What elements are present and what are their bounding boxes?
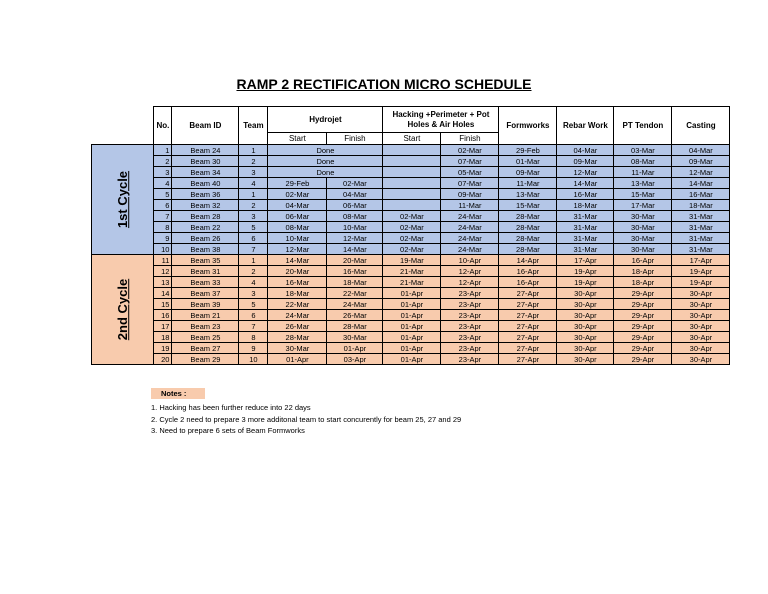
beam-id-cell: Beam 40: [172, 178, 239, 189]
table-row: [92, 343, 730, 354]
team-cell: 2: [239, 200, 268, 211]
schedule-table: [91, 106, 730, 365]
table-row: [92, 189, 730, 200]
beam-id-cell: Beam 34: [172, 167, 239, 178]
pt-tendon-cell: 18-Apr: [614, 277, 672, 288]
pt-tendon-cell: 18-Apr: [614, 266, 672, 277]
casting-cell: 12-Mar: [672, 167, 730, 178]
formworks-cell: 11-Mar: [499, 178, 557, 189]
pt-tendon-cell: 30-Mar: [614, 233, 672, 244]
row-number: 1: [154, 145, 172, 156]
hydrojet-start-cell: 18-Mar: [268, 288, 327, 299]
rebar-work-cell: 30-Apr: [557, 332, 614, 343]
table-row: [92, 145, 730, 156]
hacking-start-cell: 01-Apr: [383, 321, 441, 332]
hydrojet-finish-cell: 02-Mar: [327, 178, 383, 189]
hydrojet-finish-cell: 28-Mar: [327, 321, 383, 332]
pt-tendon-cell: 16-Apr: [614, 255, 672, 266]
formworks-cell: 16-Apr: [499, 266, 557, 277]
team-cell: 4: [239, 277, 268, 288]
beam-id-cell: Beam 22: [172, 222, 239, 233]
beam-id-cell: Beam 31: [172, 266, 239, 277]
team-cell: 7: [239, 321, 268, 332]
hacking-finish-cell: 11-Mar: [441, 200, 499, 211]
formworks-cell: 27-Apr: [499, 343, 557, 354]
rebar-work-cell: 17-Apr: [557, 255, 614, 266]
rebar-work-cell: 31-Mar: [557, 244, 614, 255]
rebar-work-cell: 12-Mar: [557, 167, 614, 178]
row-number: 16: [154, 310, 172, 321]
team-cell: 7: [239, 244, 268, 255]
row-number: 18: [154, 332, 172, 343]
formworks-cell: 28-Mar: [499, 244, 557, 255]
hydrojet-finish-cell: 03-Apr: [327, 354, 383, 365]
hydrojet-start-cell: 22-Mar: [268, 299, 327, 310]
beam-id-cell: Beam 37: [172, 288, 239, 299]
rebar-work-cell: 30-Apr: [557, 343, 614, 354]
beam-id-cell: Beam 27: [172, 343, 239, 354]
header-hacking-finish: Finish: [441, 133, 499, 145]
formworks-cell: 27-Apr: [499, 332, 557, 343]
rebar-work-cell: 31-Mar: [557, 211, 614, 222]
formworks-cell: 27-Apr: [499, 299, 557, 310]
rebar-work-cell: 16-Mar: [557, 189, 614, 200]
rebar-work-cell: 31-Mar: [557, 222, 614, 233]
hacking-finish-cell: 02-Mar: [441, 145, 499, 156]
team-cell: 3: [239, 167, 268, 178]
hydrojet-finish-cell: 20-Mar: [327, 255, 383, 266]
row-number: 12: [154, 266, 172, 277]
team-cell: 5: [239, 299, 268, 310]
row-number: 4: [154, 178, 172, 189]
beam-id-cell: Beam 30: [172, 156, 239, 167]
team-cell: 10: [239, 354, 268, 365]
row-number: 10: [154, 244, 172, 255]
hydrojet-start-cell: 24-Mar: [268, 310, 327, 321]
beam-id-cell: Beam 33: [172, 277, 239, 288]
hydrojet-start-cell: 04-Mar: [268, 200, 327, 211]
row-number: 13: [154, 277, 172, 288]
hacking-start-cell: 01-Apr: [383, 354, 441, 365]
hacking-finish-cell: 24-Mar: [441, 211, 499, 222]
rebar-work-cell: 30-Apr: [557, 310, 614, 321]
casting-cell: 04-Mar: [672, 145, 730, 156]
rebar-work-cell: 31-Mar: [557, 233, 614, 244]
hacking-finish-cell: 23-Apr: [441, 299, 499, 310]
rebar-work-cell: 19-Apr: [557, 266, 614, 277]
team-cell: 2: [239, 266, 268, 277]
header-hacking-start: Start: [383, 133, 441, 145]
table-row: [92, 288, 730, 299]
hacking-finish-cell: 24-Mar: [441, 233, 499, 244]
note-item: 1. Hacking has been further reduce into 22 days: [151, 403, 311, 412]
header-hydrojet: Hydrojet: [268, 107, 383, 133]
pt-tendon-cell: 30-Mar: [614, 211, 672, 222]
page-title: RAMP 2 RECTIFICATION MICRO SCHEDULE: [236, 76, 532, 92]
header-rebar: Rebar Work: [557, 107, 614, 145]
table-row: [92, 178, 730, 189]
pt-tendon-cell: 30-Mar: [614, 222, 672, 233]
team-cell: 3: [239, 211, 268, 222]
table-row: [92, 156, 730, 167]
table-row: [92, 299, 730, 310]
formworks-cell: 13-Mar: [499, 189, 557, 200]
rebar-work-cell: 18-Mar: [557, 200, 614, 211]
hacking-start-cell: 01-Apr: [383, 288, 441, 299]
casting-cell: 30-Apr: [672, 310, 730, 321]
formworks-cell: 29-Feb: [499, 145, 557, 156]
team-cell: 6: [239, 233, 268, 244]
hydrojet-finish-cell: 04-Mar: [327, 189, 383, 200]
pt-tendon-cell: 03-Mar: [614, 145, 672, 156]
row-number: 6: [154, 200, 172, 211]
beam-id-cell: Beam 29: [172, 354, 239, 365]
hydrojet-start-cell: 20-Mar: [268, 266, 327, 277]
header-beam-id: Beam ID: [172, 107, 239, 145]
row-number: 3: [154, 167, 172, 178]
hydrojet-start-cell: 26-Mar: [268, 321, 327, 332]
hydrojet-start-cell: 28-Mar: [268, 332, 327, 343]
hydrojet-finish-cell: 10-Mar: [327, 222, 383, 233]
hacking-finish-cell: 24-Mar: [441, 244, 499, 255]
team-cell: 6: [239, 310, 268, 321]
hydrojet-finish-cell: 18-Mar: [327, 277, 383, 288]
hydrojet-start-cell: 30-Mar: [268, 343, 327, 354]
beam-id-cell: Beam 26: [172, 233, 239, 244]
hacking-start-cell: 01-Apr: [383, 299, 441, 310]
notes-section: [151, 388, 461, 437]
row-number: 11: [154, 255, 172, 266]
hydrojet-finish-cell: 06-Mar: [327, 200, 383, 211]
casting-cell: 30-Apr: [672, 321, 730, 332]
hydrojet-done-cell: Done: [268, 167, 383, 178]
hacking-start-cell: 02-Mar: [383, 211, 441, 222]
hacking-finish-cell: 12-Apr: [441, 266, 499, 277]
hydrojet-finish-cell: 24-Mar: [327, 299, 383, 310]
pt-tendon-cell: 29-Apr: [614, 299, 672, 310]
row-number: 5: [154, 189, 172, 200]
beam-id-cell: Beam 23: [172, 321, 239, 332]
hydrojet-done-cell: Done: [268, 145, 383, 156]
hydrojet-start-cell: 08-Mar: [268, 222, 327, 233]
beam-id-cell: Beam 39: [172, 299, 239, 310]
hydrojet-start-cell: 02-Mar: [268, 189, 327, 200]
cycle-label-text: 1st Cycle: [115, 170, 131, 229]
table-row: [92, 266, 730, 277]
rebar-work-cell: 09-Mar: [557, 156, 614, 167]
beam-id-cell: Beam 24: [172, 145, 239, 156]
rebar-work-cell: 30-Apr: [557, 321, 614, 332]
table-row: [92, 321, 730, 332]
team-cell: 9: [239, 343, 268, 354]
beam-id-cell: Beam 38: [172, 244, 239, 255]
hacking-finish-cell: 23-Apr: [441, 310, 499, 321]
hacking-start-cell: [383, 200, 441, 211]
rebar-work-cell: 30-Apr: [557, 354, 614, 365]
beam-id-cell: Beam 21: [172, 310, 239, 321]
header-team: Team: [239, 107, 268, 145]
formworks-cell: 27-Apr: [499, 354, 557, 365]
hydrojet-finish-cell: 30-Mar: [327, 332, 383, 343]
row-number: 9: [154, 233, 172, 244]
team-cell: 1: [239, 255, 268, 266]
team-cell: 5: [239, 222, 268, 233]
formworks-cell: 15-Mar: [499, 200, 557, 211]
table-row: [92, 354, 730, 365]
formworks-cell: 28-Mar: [499, 222, 557, 233]
header-hydrojet-start: Start: [268, 133, 327, 145]
header-hacking: Hacking +Perimeter + Pot Holes & Air Holes: [383, 107, 499, 133]
casting-cell: 30-Apr: [672, 343, 730, 354]
table-row: [92, 332, 730, 343]
casting-cell: 17-Apr: [672, 255, 730, 266]
notes-title: Notes :: [151, 388, 205, 399]
table-row: [92, 222, 730, 233]
casting-cell: 31-Mar: [672, 244, 730, 255]
casting-cell: 18-Mar: [672, 200, 730, 211]
hacking-start-cell: 01-Apr: [383, 343, 441, 354]
formworks-cell: 28-Mar: [499, 211, 557, 222]
team-cell: 1: [239, 145, 268, 156]
pt-tendon-cell: 15-Mar: [614, 189, 672, 200]
casting-cell: 19-Apr: [672, 266, 730, 277]
cycle-label-text: 2nd Cycle: [115, 278, 131, 341]
hacking-start-cell: [383, 167, 441, 178]
hydrojet-finish-cell: 12-Mar: [327, 233, 383, 244]
cycle-label: [92, 145, 154, 255]
formworks-cell: 14-Apr: [499, 255, 557, 266]
hydrojet-start-cell: 06-Mar: [268, 211, 327, 222]
hacking-finish-cell: 05-Mar: [441, 167, 499, 178]
pt-tendon-cell: 11-Mar: [614, 167, 672, 178]
table-row: [92, 167, 730, 178]
team-cell: 4: [239, 178, 268, 189]
table-row: [92, 255, 730, 266]
hacking-finish-cell: 10-Apr: [441, 255, 499, 266]
row-number: 7: [154, 211, 172, 222]
formworks-cell: 27-Apr: [499, 310, 557, 321]
team-cell: 3: [239, 288, 268, 299]
hacking-finish-cell: 23-Apr: [441, 288, 499, 299]
casting-cell: 19-Apr: [672, 277, 730, 288]
table-row: [92, 200, 730, 211]
hydrojet-start-cell: 12-Mar: [268, 244, 327, 255]
hacking-finish-cell: 23-Apr: [441, 332, 499, 343]
table-row: [92, 277, 730, 288]
team-cell: 8: [239, 332, 268, 343]
beam-id-cell: Beam 32: [172, 200, 239, 211]
beam-id-cell: Beam 28: [172, 211, 239, 222]
hacking-finish-cell: 23-Apr: [441, 343, 499, 354]
beam-id-cell: Beam 35: [172, 255, 239, 266]
casting-cell: 16-Mar: [672, 189, 730, 200]
row-number: 2: [154, 156, 172, 167]
note-item: 2. Cycle 2 need to prepare 3 more additonal team to start concurently for beam 25, 27 and 29: [151, 414, 462, 424]
hydrojet-start-cell: 01-Apr: [268, 354, 327, 365]
formworks-cell: 09-Mar: [499, 167, 557, 178]
hacking-start-cell: 19-Mar: [383, 255, 441, 266]
cycle-label: [92, 255, 154, 365]
pt-tendon-cell: 29-Apr: [614, 321, 672, 332]
pt-tendon-cell: 29-Apr: [614, 343, 672, 354]
hacking-start-cell: 02-Mar: [383, 233, 441, 244]
pt-tendon-cell: 08-Mar: [614, 156, 672, 167]
hydrojet-start-cell: 14-Mar: [268, 255, 327, 266]
table-row: [92, 244, 730, 255]
casting-cell: 30-Apr: [672, 332, 730, 343]
row-number: 8: [154, 222, 172, 233]
casting-cell: 30-Apr: [672, 354, 730, 365]
team-cell: 2: [239, 156, 268, 167]
rebar-work-cell: 30-Apr: [557, 299, 614, 310]
hacking-finish-cell: 07-Mar: [441, 178, 499, 189]
row-number: 15: [154, 299, 172, 310]
rebar-work-cell: 19-Apr: [557, 277, 614, 288]
rebar-work-cell: 14-Mar: [557, 178, 614, 189]
hacking-start-cell: [383, 145, 441, 156]
hacking-finish-cell: 12-Apr: [441, 277, 499, 288]
pt-tendon-cell: 29-Apr: [614, 332, 672, 343]
hydrojet-finish-cell: 16-Mar: [327, 266, 383, 277]
header-casting: Casting: [672, 107, 730, 145]
table-row: [92, 233, 730, 244]
hacking-start-cell: [383, 178, 441, 189]
hydrojet-finish-cell: 22-Mar: [327, 288, 383, 299]
hacking-start-cell: 21-Mar: [383, 277, 441, 288]
pt-tendon-cell: 13-Mar: [614, 178, 672, 189]
table-row: [92, 211, 730, 222]
hacking-start-cell: 01-Apr: [383, 332, 441, 343]
formworks-cell: 28-Mar: [499, 233, 557, 244]
row-number: 19: [154, 343, 172, 354]
header-pt-tendon: PT Tendon: [614, 107, 672, 145]
header-formworks: Formworks: [499, 107, 557, 145]
hacking-start-cell: 01-Apr: [383, 310, 441, 321]
formworks-cell: 16-Apr: [499, 277, 557, 288]
hacking-finish-cell: 23-Apr: [441, 321, 499, 332]
row-number: 20: [154, 354, 172, 365]
row-number: 14: [154, 288, 172, 299]
formworks-cell: 27-Apr: [499, 288, 557, 299]
rebar-work-cell: 04-Mar: [557, 145, 614, 156]
row-number: 17: [154, 321, 172, 332]
casting-cell: 14-Mar: [672, 178, 730, 189]
hydrojet-finish-cell: 01-Apr: [327, 343, 383, 354]
pt-tendon-cell: 29-Apr: [614, 310, 672, 321]
casting-cell: 30-Apr: [672, 299, 730, 310]
hacking-start-cell: 02-Mar: [383, 222, 441, 233]
hydrojet-finish-cell: 08-Mar: [327, 211, 383, 222]
hydrojet-done-cell: Done: [268, 156, 383, 167]
hacking-finish-cell: 07-Mar: [441, 156, 499, 167]
header-hydrojet-finish: Finish: [327, 133, 383, 145]
formworks-cell: 01-Mar: [499, 156, 557, 167]
hacking-start-cell: 21-Mar: [383, 266, 441, 277]
rebar-work-cell: 30-Apr: [557, 288, 614, 299]
casting-cell: 09-Mar: [672, 156, 730, 167]
hydrojet-finish-cell: 14-Mar: [327, 244, 383, 255]
formworks-cell: 27-Apr: [499, 321, 557, 332]
hacking-start-cell: [383, 156, 441, 167]
hydrojet-start-cell: 29-Feb: [268, 178, 327, 189]
beam-id-cell: Beam 36: [172, 189, 239, 200]
team-cell: 1: [239, 189, 268, 200]
header-no: No.: [154, 107, 172, 145]
casting-cell: 31-Mar: [672, 233, 730, 244]
casting-cell: 31-Mar: [672, 222, 730, 233]
table-row: [92, 310, 730, 321]
hacking-start-cell: 02-Mar: [383, 244, 441, 255]
hydrojet-finish-cell: 26-Mar: [327, 310, 383, 321]
note-item: 3. Need to prepare 6 sets of Beam Formworks: [151, 426, 305, 435]
hacking-finish-cell: 09-Mar: [441, 189, 499, 200]
hydrojet-start-cell: 16-Mar: [268, 277, 327, 288]
hacking-start-cell: [383, 189, 441, 200]
pt-tendon-cell: 29-Apr: [614, 288, 672, 299]
pt-tendon-cell: 30-Mar: [614, 244, 672, 255]
hacking-finish-cell: 23-Apr: [441, 354, 499, 365]
pt-tendon-cell: 29-Apr: [614, 354, 672, 365]
hydrojet-start-cell: 10-Mar: [268, 233, 327, 244]
hacking-finish-cell: 24-Mar: [441, 222, 499, 233]
pt-tendon-cell: 17-Mar: [614, 200, 672, 211]
casting-cell: 30-Apr: [672, 288, 730, 299]
casting-cell: 31-Mar: [672, 211, 730, 222]
beam-id-cell: Beam 25: [172, 332, 239, 343]
